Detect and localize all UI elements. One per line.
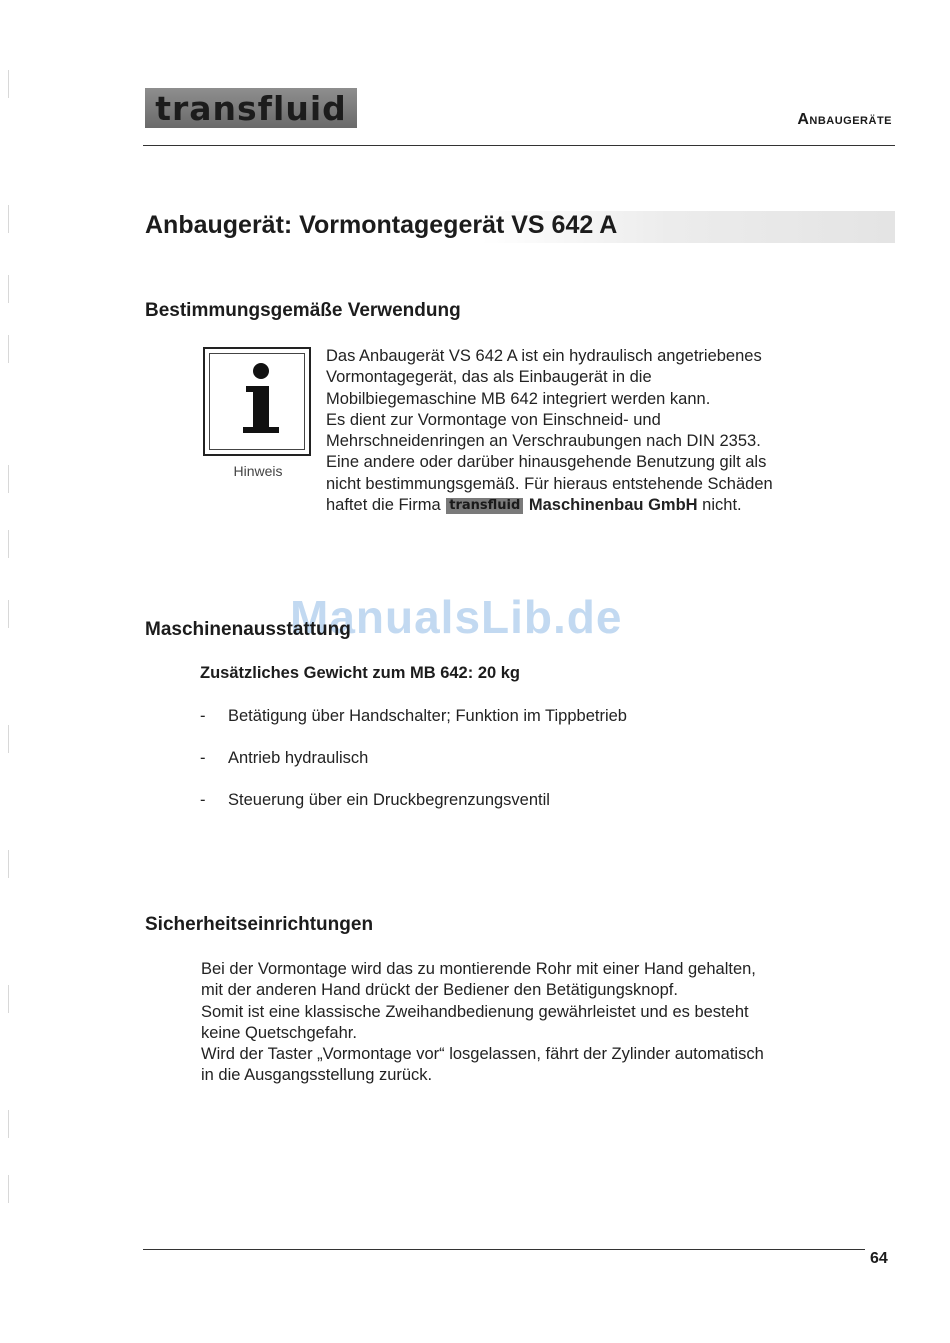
usage-line: nicht bestimmungsgemäß. Für hieraus entstehende Schäden — [326, 474, 773, 493]
usage-text — [326, 346, 773, 516]
safety-line: Bei der Vormontage wird das zu montierende Rohr mit einer Hand gehalten, — [201, 960, 756, 978]
footer-divider — [143, 1249, 865, 1250]
usage-line: Mehrschneidenringen an Verschraubungen nach DIN 2353. — [326, 432, 761, 451]
info-icon — [203, 347, 311, 456]
watermark: ManualsLib.de — [290, 591, 623, 643]
safety-line: Somit ist eine klassische Zweihandbedienung gewährleistet und es besteht — [201, 1002, 749, 1021]
safety-line: keine Quetschgefahr. — [201, 1023, 357, 1042]
list-item: - Steuerung über ein Druckbegrenzungsventil — [200, 791, 550, 809]
safety-text — [201, 959, 764, 1087]
inline-transfluid-logo: transfluid — [446, 498, 523, 514]
usage-heading: Bestimmungsgemäße Verwendung — [145, 300, 461, 321]
scan-edge-marks — [0, 0, 20, 1343]
weight-info: Zusätzliches Gewicht zum MB 642: 20 kg — [200, 664, 521, 682]
transfluid-logo: transfluid — [145, 88, 357, 128]
usage-last-line: haftet die Firma transfluid Maschinenbau GmbH nicht. — [326, 496, 742, 515]
usage-line: Das Anbaugerät VS 642 A ist ein hydraulisch angetriebenes — [326, 347, 762, 365]
equipment-heading: Maschinenausstattung — [145, 619, 351, 640]
page-number: 64 — [870, 1250, 888, 1267]
safety-line: in die Ausgangsstellung zurück. — [201, 1066, 433, 1085]
usage-line: Eine andere oder darüber hinausgehende Benutzung gilt als — [326, 453, 767, 472]
safety-line: Wird der Taster „Vormontage vor“ losgelassen, fährt der Zylinder automatisch — [201, 1045, 764, 1064]
info-icon-caption: Hinweis — [233, 463, 283, 479]
safety-line: mit der anderen Hand drückt der Bediener den Betätigungsknopf. — [201, 981, 678, 1000]
usage-line: Mobilbiegemaschine MB 642 integriert werden kann. — [326, 389, 711, 408]
company-name: Maschinenbau GmbH — [528, 496, 698, 515]
section-label: Anbaugeräte — [797, 111, 892, 128]
usage-line: Vormontagegerät, das als Einbaugerät in die — [326, 368, 652, 387]
usage-line: Es dient zur Vormontage von Einschneid- und — [326, 410, 661, 429]
list-item: - Betätigung über Handschalter; Funktion im Tippbetrieb — [200, 707, 627, 725]
header-divider — [143, 145, 895, 146]
list-item: - Antrieb hydraulisch — [200, 749, 369, 767]
page-title: Anbaugerät: Vormontagegerät VS 642 A — [145, 211, 618, 239]
safety-heading: Sicherheitseinrichtungen — [145, 914, 374, 935]
